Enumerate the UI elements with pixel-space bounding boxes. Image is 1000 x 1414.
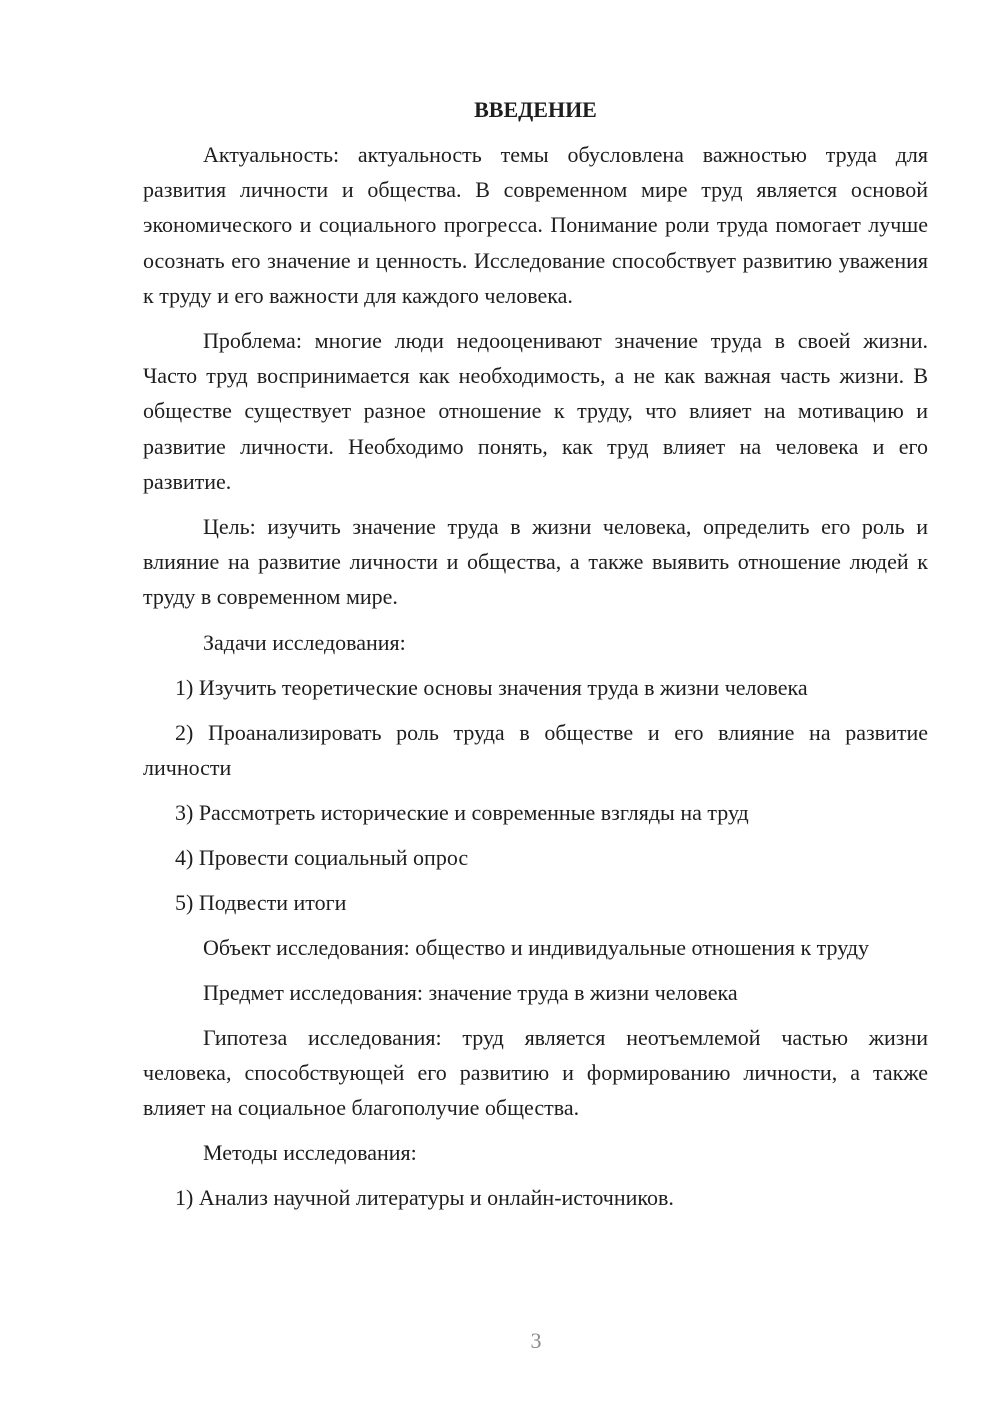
object-paragraph: Объект исследования: общество и индивидуальные отношения к труду — [203, 934, 870, 960]
task-item-5: 5) Подвести итоги — [175, 889, 347, 915]
task-item-4: 4) Провести социальный опрос — [175, 844, 469, 870]
task-item-3: 3) Рассмотреть исторические и современные взгляды на труд — [175, 799, 749, 825]
page-title: ВВЕДЕНИЕ — [474, 97, 597, 122]
tasks-title: Задачи исследования: — [203, 629, 406, 655]
methods-title: Методы исследования: — [203, 1140, 417, 1166]
page-content — [143, 92, 928, 1225]
goal-paragraph: Цель: изучить значение труда в жизни человека, определить его роль и влияние на развитие личности и общества, а также выявить отношение людей к труду в современном мире. — [143, 514, 928, 610]
task-item-1: 1) Изучить теоретические основы значения труда в жизни человека — [175, 674, 808, 700]
hypothesis-paragraph: Гипотеза исследования: труд является неотъемлемой частью жизни человека, способствующей его развитию и формированию личности, а также влияет на социальное благополучие общества. — [143, 1024, 928, 1121]
page-number: 3 — [530, 1328, 542, 1353]
task-item-2: 2) Проанализировать роль труда в обществе и его влияние на развитие личности — [143, 719, 928, 780]
problem-paragraph: Проблема: многие люди недооценивают значение труда в своей жизни. Часто труд воспринимается как необходимость, а не как важная часть жизни. В обществе существует разное отношение к труду, что влияет на мотивацию и развитие личности. Необходимо понять, как труд влияет на человека и его развитие. — [143, 328, 928, 494]
method-item-1: 1) Анализ научной литературы и онлайн-источников. — [175, 1185, 674, 1211]
subject-paragraph: Предмет исследования: значение труда в жизни человека — [203, 979, 738, 1005]
relevance-paragraph: Актуальность: актуальность темы обусловлена важностью труда для развития личности и общества. В современном мире труд является основой экономического и социального прогресса. Понимание роли труда помогает лучше осознать его значение и ценность. Исследование способствует развитию уважения к труду и его важности для каждого человека. — [143, 142, 928, 308]
